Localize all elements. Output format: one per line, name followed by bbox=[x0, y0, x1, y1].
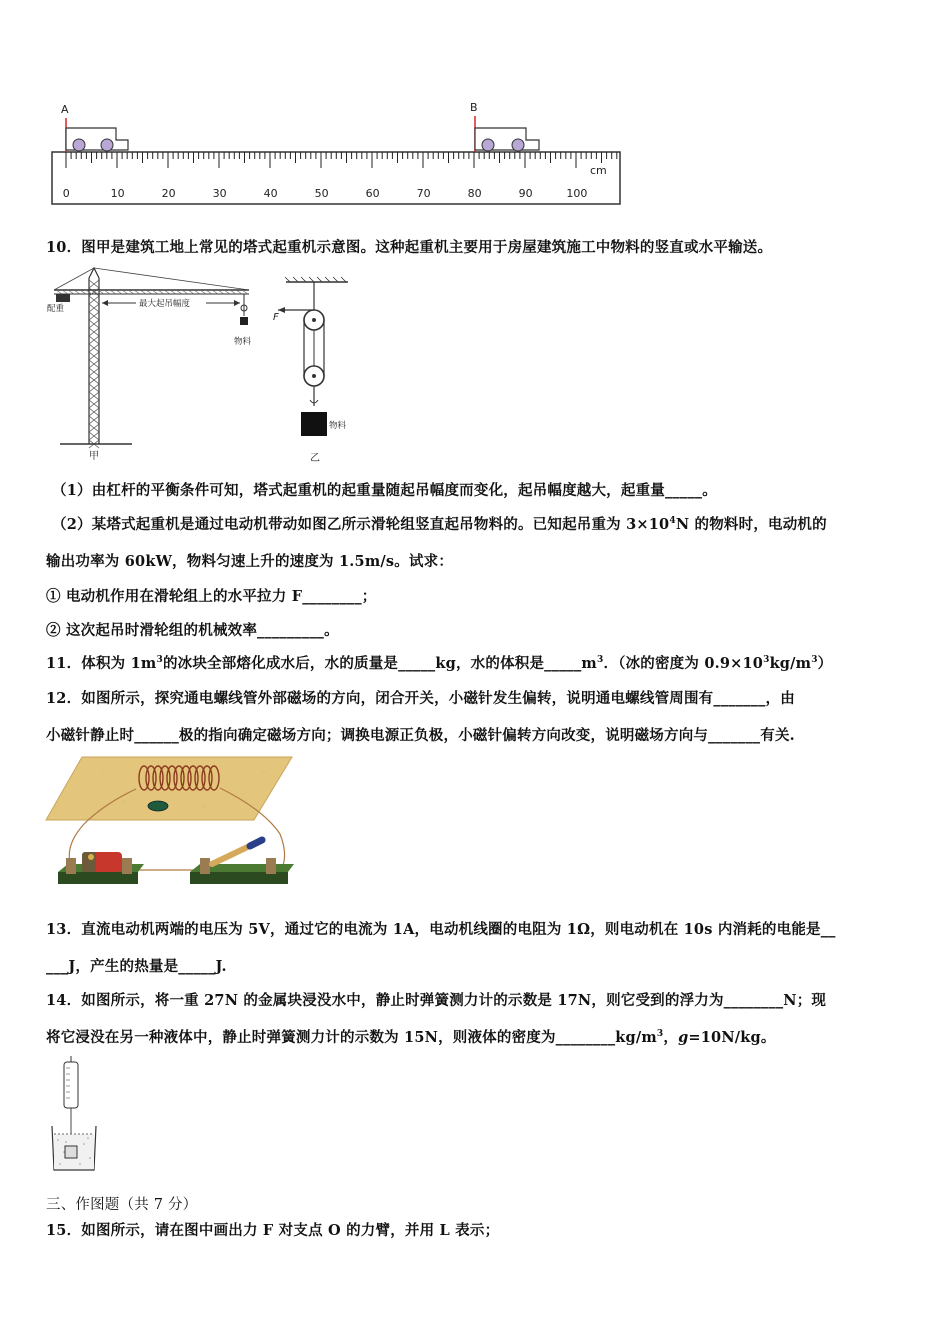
marker-a-label: A bbox=[61, 103, 69, 116]
q10-part2-text-b: N 的物料时，电动机的 bbox=[675, 516, 827, 533]
max-span-label: 最大起吊幅度 bbox=[139, 299, 191, 309]
q11-question bbox=[46, 652, 832, 673]
ruler-tick-label: 70 bbox=[416, 187, 431, 200]
spring-scale bbox=[64, 1062, 78, 1108]
force-f-label: F bbox=[273, 312, 279, 323]
q10-part2-line2: 输出功率为 60kW，物料匀速上升的速度为 1.5m/s。试求： bbox=[46, 553, 454, 570]
q10-sub2: ② 这次起吊时滑轮组的机械效率_________。 bbox=[46, 622, 339, 639]
q12-line1: 12．如图所示，探究通电螺线管外部磁场的方向，闭合开关，小磁针发生偏转，说明通电螺线管周围有_______，由 bbox=[46, 690, 795, 707]
metal-block bbox=[65, 1146, 77, 1158]
q10-part1: （1）由杠杆的平衡条件可知，塔式起重机的起重量随起吊幅度而变化，起吊幅度越大，起重量_____。 bbox=[52, 482, 717, 499]
q13-line2: ___J，产生的热量是_____J. bbox=[46, 958, 227, 975]
q11-text-b: 的冰块全部熔化成水后，水的质量是_____kg，水的体积是_____m bbox=[162, 655, 597, 672]
q11-sup-2: 3 bbox=[596, 655, 604, 666]
q14-line2-text-c: =10N/kg。 bbox=[688, 1029, 776, 1046]
ruler-tick-label: 90 bbox=[518, 187, 533, 200]
ruler-tick-label: 30 bbox=[212, 187, 227, 200]
ruler-tick-label: 10 bbox=[110, 187, 125, 200]
q14-line2 bbox=[46, 1026, 776, 1047]
q11-sup-1: 3 bbox=[156, 655, 163, 666]
q14-line2-text-a: 将它浸没在另一种液体中，静止时弹簧测力计的示数为 15N，则液体的密度为________kg/m bbox=[46, 1029, 657, 1046]
q14-line1: 14．如图所示，将一重 27N 的金属块浸没水中，静止时弹簧测力计的示数是 17N，则它受到的浮力为________N；现 bbox=[46, 992, 827, 1009]
ruler-body bbox=[52, 152, 620, 204]
section-3-heading: 三、作图题（共 7 分） bbox=[46, 1197, 198, 1213]
q10-part2-exponent: 4 bbox=[669, 516, 676, 527]
ruler-tick-label: 80 bbox=[467, 187, 482, 200]
q14-line2-exponent: 3 bbox=[656, 1029, 664, 1040]
ruler-tick-label: 50 bbox=[314, 187, 329, 200]
figure-jia-caption: 甲 bbox=[89, 451, 99, 462]
pulley-material-label: 物料 bbox=[329, 421, 347, 431]
spring-scale-beaker-figure bbox=[44, 1056, 104, 1174]
q13-line1: 13．直流电动机两端的电压为 5V，通过它的电流为 1A，电动机线圈的电阻为 1Ω，则电动机在 10s 内消耗的电能是__ bbox=[46, 921, 836, 938]
car-a bbox=[66, 128, 128, 151]
solenoid-circuit-figure bbox=[44, 754, 296, 894]
ruler-tick-label: 40 bbox=[263, 187, 278, 200]
compass-needle bbox=[148, 801, 168, 811]
figure-yi-caption: 乙 bbox=[310, 453, 320, 464]
q11-sup-3: 3 bbox=[763, 655, 770, 666]
q11-sup-4: 3 bbox=[811, 655, 818, 666]
ruler-tick-label: 0 bbox=[62, 187, 70, 200]
ruler-tick-label: 60 bbox=[365, 187, 380, 200]
q14-g-symbol: g bbox=[678, 1029, 689, 1046]
q10-sub1: ① 电动机作用在滑轮组上的水平拉力 F________； bbox=[46, 588, 377, 605]
q11-text-a: 11．体积为 1m bbox=[46, 655, 157, 672]
q10-part2-line1 bbox=[52, 513, 827, 534]
ruler-figure bbox=[44, 98, 629, 210]
ruler-unit: cm bbox=[590, 164, 607, 177]
pulley-figure bbox=[268, 276, 352, 466]
q11-text-e: ） bbox=[817, 655, 833, 672]
q11-text-c: ．（冰的密度为 0.9×10 bbox=[603, 655, 764, 672]
q15-question: 15．如图所示，请在图中画出力 F 对支点 O 的力臂，并用 L 表示； bbox=[46, 1222, 500, 1239]
crane-material-label: 物料 bbox=[234, 337, 252, 347]
q12-line2: 小磁针静止时______极的指向确定磁场方向；调换电源正负极，小磁针偏转方向改变，说明磁场方向与_______有关. bbox=[46, 727, 795, 744]
tower-crane-figure bbox=[44, 266, 274, 462]
ruler-tick-label: 20 bbox=[161, 187, 176, 200]
car-b bbox=[475, 128, 539, 151]
q10-stem: 10．图甲是建筑工地上常见的塔式起重机示意图。这种起重机主要用于房屋建筑施工中物料的竖直或水平输送。 bbox=[46, 239, 773, 256]
q10-part2-text-a: （2）某塔式起重机是通过电动机带动如图乙所示滑轮组竖直起吊物料的。已知起吊重为 3×10 bbox=[52, 516, 670, 533]
counterweight-label: 配重 bbox=[47, 304, 65, 314]
marker-b-label: B bbox=[470, 101, 478, 114]
q14-line2-text-b: ， bbox=[663, 1029, 679, 1046]
ruler-tick-label: 100 bbox=[566, 187, 588, 200]
q11-text-d: kg/m bbox=[769, 655, 812, 672]
